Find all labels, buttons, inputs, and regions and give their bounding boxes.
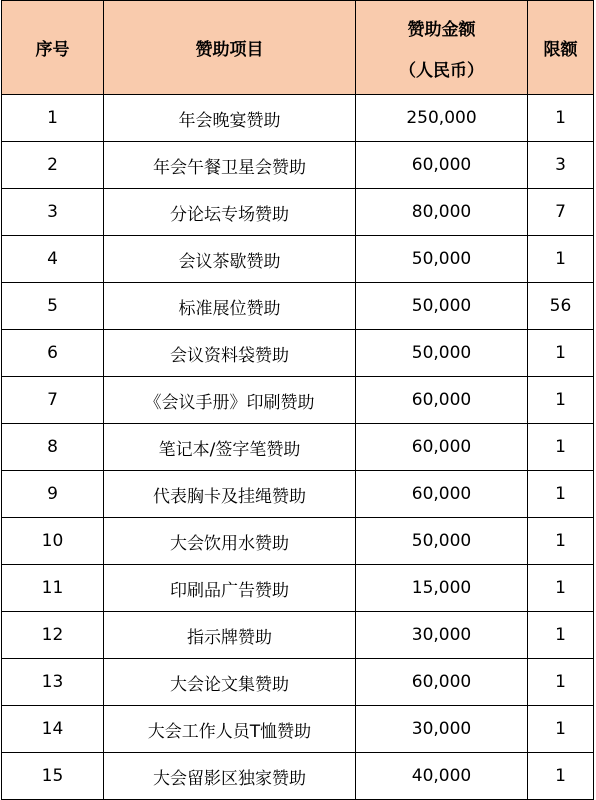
cell-amount: 50,000 (356, 283, 528, 330)
cell-index: 10 (2, 518, 104, 565)
cell-limit: 1 (528, 377, 594, 424)
header-project: 赞助项目 (104, 1, 356, 95)
cell-limit: 1 (528, 424, 594, 471)
cell-limit: 1 (528, 518, 594, 565)
cell-amount: 30,000 (356, 612, 528, 659)
cell-amount: 60,000 (356, 424, 528, 471)
sponsorship-table (1, 0, 594, 800)
cell-limit: 3 (528, 142, 594, 189)
cell-index: 7 (2, 377, 104, 424)
cell-limit: 7 (528, 189, 594, 236)
cell-project: 年会晚宴赞助 (104, 95, 356, 142)
cell-project: 大会留影区独家赞助 (104, 753, 356, 800)
cell-project: 会议资料袋赞助 (104, 330, 356, 377)
cell-index: 14 (2, 706, 104, 753)
cell-limit: 1 (528, 565, 594, 612)
cell-limit: 1 (528, 330, 594, 377)
header-amount (356, 1, 528, 95)
header-row (2, 1, 594, 95)
cell-project: 大会工作人员T恤赞助 (104, 706, 356, 753)
cell-index: 2 (2, 142, 104, 189)
cell-amount: 250,000 (356, 95, 528, 142)
cell-index: 11 (2, 565, 104, 612)
cell-amount: 50,000 (356, 236, 528, 283)
cell-index: 3 (2, 189, 104, 236)
table-row (2, 565, 594, 612)
cell-index: 1 (2, 95, 104, 142)
table-row (2, 142, 594, 189)
cell-index: 5 (2, 283, 104, 330)
cell-limit: 1 (528, 706, 594, 753)
cell-amount: 30,000 (356, 706, 528, 753)
cell-amount: 60,000 (356, 659, 528, 706)
header-amount-line2: （人民币） (399, 60, 484, 81)
cell-index: 13 (2, 659, 104, 706)
cell-index: 8 (2, 424, 104, 471)
header-amount-line1: 赞助金额 (407, 19, 476, 40)
table-row (2, 518, 594, 565)
cell-amount: 40,000 (356, 753, 528, 800)
cell-project: 指示牌赞助 (104, 612, 356, 659)
cell-project: 代表胸卡及挂绳赞助 (104, 471, 356, 518)
table-row (2, 424, 594, 471)
cell-index: 12 (2, 612, 104, 659)
cell-project: 分论坛专场赞助 (104, 189, 356, 236)
table-row (2, 377, 594, 424)
cell-limit: 1 (528, 471, 594, 518)
cell-project: 大会论文集赞助 (104, 659, 356, 706)
cell-limit: 1 (528, 95, 594, 142)
cell-project: 年会午餐卫星会赞助 (104, 142, 356, 189)
table-row (2, 330, 594, 377)
table-row (2, 753, 594, 800)
cell-project: 笔记本/签字笔赞助 (104, 424, 356, 471)
cell-index: 6 (2, 330, 104, 377)
cell-amount: 80,000 (356, 189, 528, 236)
cell-limit: 1 (528, 753, 594, 800)
cell-amount: 50,000 (356, 518, 528, 565)
cell-project: 印刷品广告赞助 (104, 565, 356, 612)
table-row (2, 236, 594, 283)
cell-limit: 1 (528, 612, 594, 659)
cell-project: 标准展位赞助 (104, 283, 356, 330)
table-row (2, 95, 594, 142)
table-row (2, 471, 594, 518)
cell-amount: 60,000 (356, 377, 528, 424)
cell-limit: 1 (528, 659, 594, 706)
cell-amount: 50,000 (356, 330, 528, 377)
cell-limit: 1 (528, 236, 594, 283)
cell-index: 9 (2, 471, 104, 518)
table-row (2, 283, 594, 330)
header-limit: 限额 (528, 1, 594, 95)
table-row (2, 612, 594, 659)
header-index: 序号 (2, 1, 104, 95)
cell-amount: 60,000 (356, 471, 528, 518)
cell-limit: 56 (528, 283, 594, 330)
table-row (2, 189, 594, 236)
table-row (2, 659, 594, 706)
table-row (2, 706, 594, 753)
table-header (2, 1, 594, 95)
cell-index: 4 (2, 236, 104, 283)
cell-amount: 15,000 (356, 565, 528, 612)
cell-project: 《会议手册》印刷赞助 (104, 377, 356, 424)
cell-project: 大会饮用水赞助 (104, 518, 356, 565)
table-body (2, 95, 594, 800)
cell-index: 15 (2, 753, 104, 800)
cell-project: 会议茶歇赞助 (104, 236, 356, 283)
cell-amount: 60,000 (356, 142, 528, 189)
